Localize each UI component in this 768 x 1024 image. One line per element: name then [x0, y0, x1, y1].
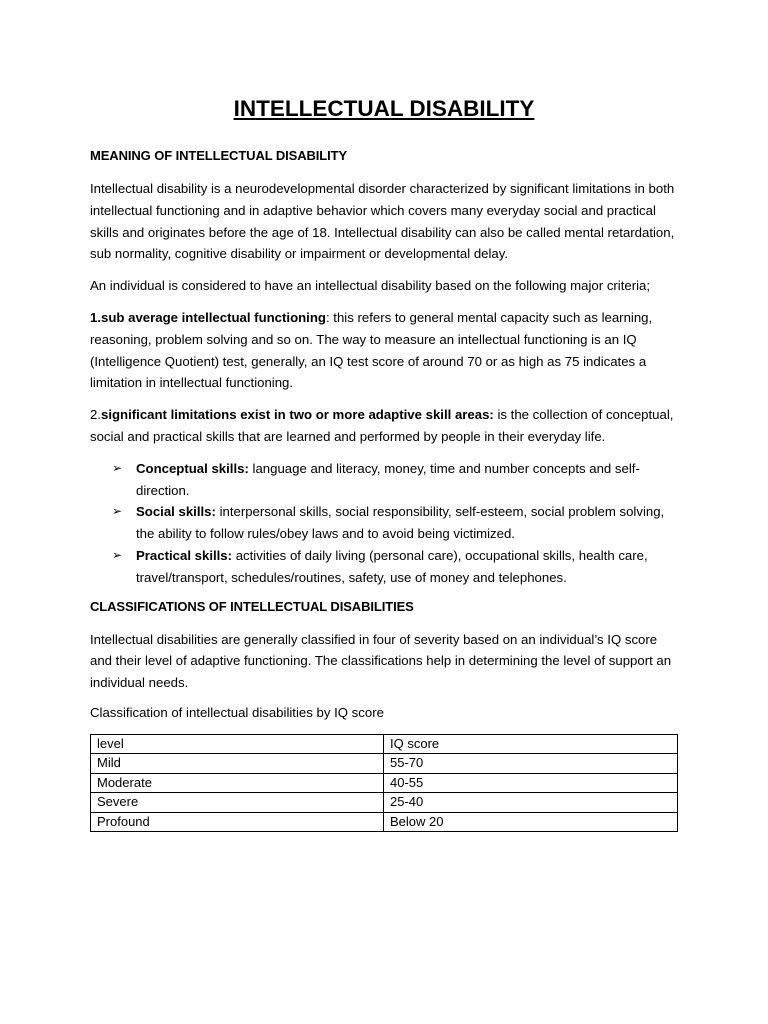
section-heading-meaning: MEANING OF INTELLECTUAL DISABILITY — [90, 148, 348, 163]
criterion-1-label: 1.sub average intellectual functioning — [90, 309, 326, 325]
cell-level: Mild — [91, 754, 384, 774]
cell-level: Profound — [91, 812, 384, 832]
list-item — [112, 458, 678, 502]
adaptive-skills-list — [90, 458, 678, 589]
table-row — [91, 754, 678, 774]
bullet-label: Practical skills: — [136, 547, 233, 563]
section-heading-classifications: CLASSIFICATIONS OF INTELLECTUAL DISABILITIES — [90, 598, 414, 614]
bullet-label: Conceptual skills: — [136, 460, 249, 476]
cell-iq-score: 25-40 — [384, 793, 678, 813]
table-header-row — [91, 734, 678, 754]
paragraph-criterion-2 — [90, 404, 678, 448]
cell-level: Severe — [91, 793, 384, 813]
paragraph-criteria-intro: An individual is considered to have an intellectual disability based on the following major criteria; — [90, 278, 651, 294]
criterion-2-text: is the collection of conceptual, social and practical skills that are learned and performed by people in their everyday life. — [90, 407, 674, 444]
paragraph-classification-intro: Intellectual disabilities are generally classified in four of severity based on an individual’s IQ score and their level of adaptive functioning. The classifications help in determining the level of support an individual needs. — [90, 631, 672, 691]
header-cell-iq-score: IQ score — [384, 734, 678, 754]
cell-iq-score: 40-55 — [384, 773, 678, 793]
bullet-text: language and literacy, money, time and number concepts and self-direction. — [136, 460, 640, 498]
bullet-label: Social skills: — [136, 504, 216, 520]
cell-iq-score: 55-70 — [384, 754, 678, 774]
list-item — [112, 545, 678, 589]
arrow-bullet-icon: ➢ — [112, 460, 123, 475]
table-caption: Classification of intellectual disabilities by IQ score — [90, 704, 384, 720]
cell-level: Moderate — [91, 773, 384, 793]
arrow-bullet-icon: ➢ — [112, 504, 123, 519]
bullet-text: interpersonal skills, social responsibility, self-esteem, social problem solving, the ability to follow rules/obey laws and to avoid being victimized. — [136, 504, 665, 542]
list-item — [112, 501, 678, 545]
bullet-text: activities of daily living (personal care), occupational skills, health care, travel/transport, schedules/routines, safety, use of money and telephones. — [136, 547, 648, 585]
criterion-2-label: significant limitations exist in two or more adaptive skill areas: — [101, 407, 494, 423]
iq-classification-table — [90, 734, 678, 833]
criterion-2-prefix: 2. — [90, 407, 101, 423]
paragraph-criterion-1 — [90, 307, 678, 394]
cell-iq-score: Below 20 — [384, 812, 678, 832]
arrow-bullet-icon: ➢ — [112, 547, 123, 562]
criterion-1-text: : this refers to general mental capacity such as learning, reasoning, problem solving and so on. The way to measure an intellectual functioning is an IQ (Intelligence Quotient) test, generally, an IQ test score of around 70 or as high as 75 indicates a limitation in intellectual functioning. — [90, 309, 653, 391]
table-row — [91, 812, 678, 832]
table-row — [91, 773, 678, 793]
header-cell-level: level — [91, 734, 384, 754]
paragraph-definition: Intellectual disability is a neurodevelopmental disorder characterized by significant limitations in both intellectual functioning and in adaptive behavior which covers many everyday social and practical skills and originates before the age of 18. Intellectual disability can also be called mental retardation, sub normality, cognitive disability or impairment or developmental delay. — [90, 181, 675, 262]
table-row — [91, 793, 678, 813]
document-title: INTELLECTUAL DISABILITY — [233, 96, 535, 121]
